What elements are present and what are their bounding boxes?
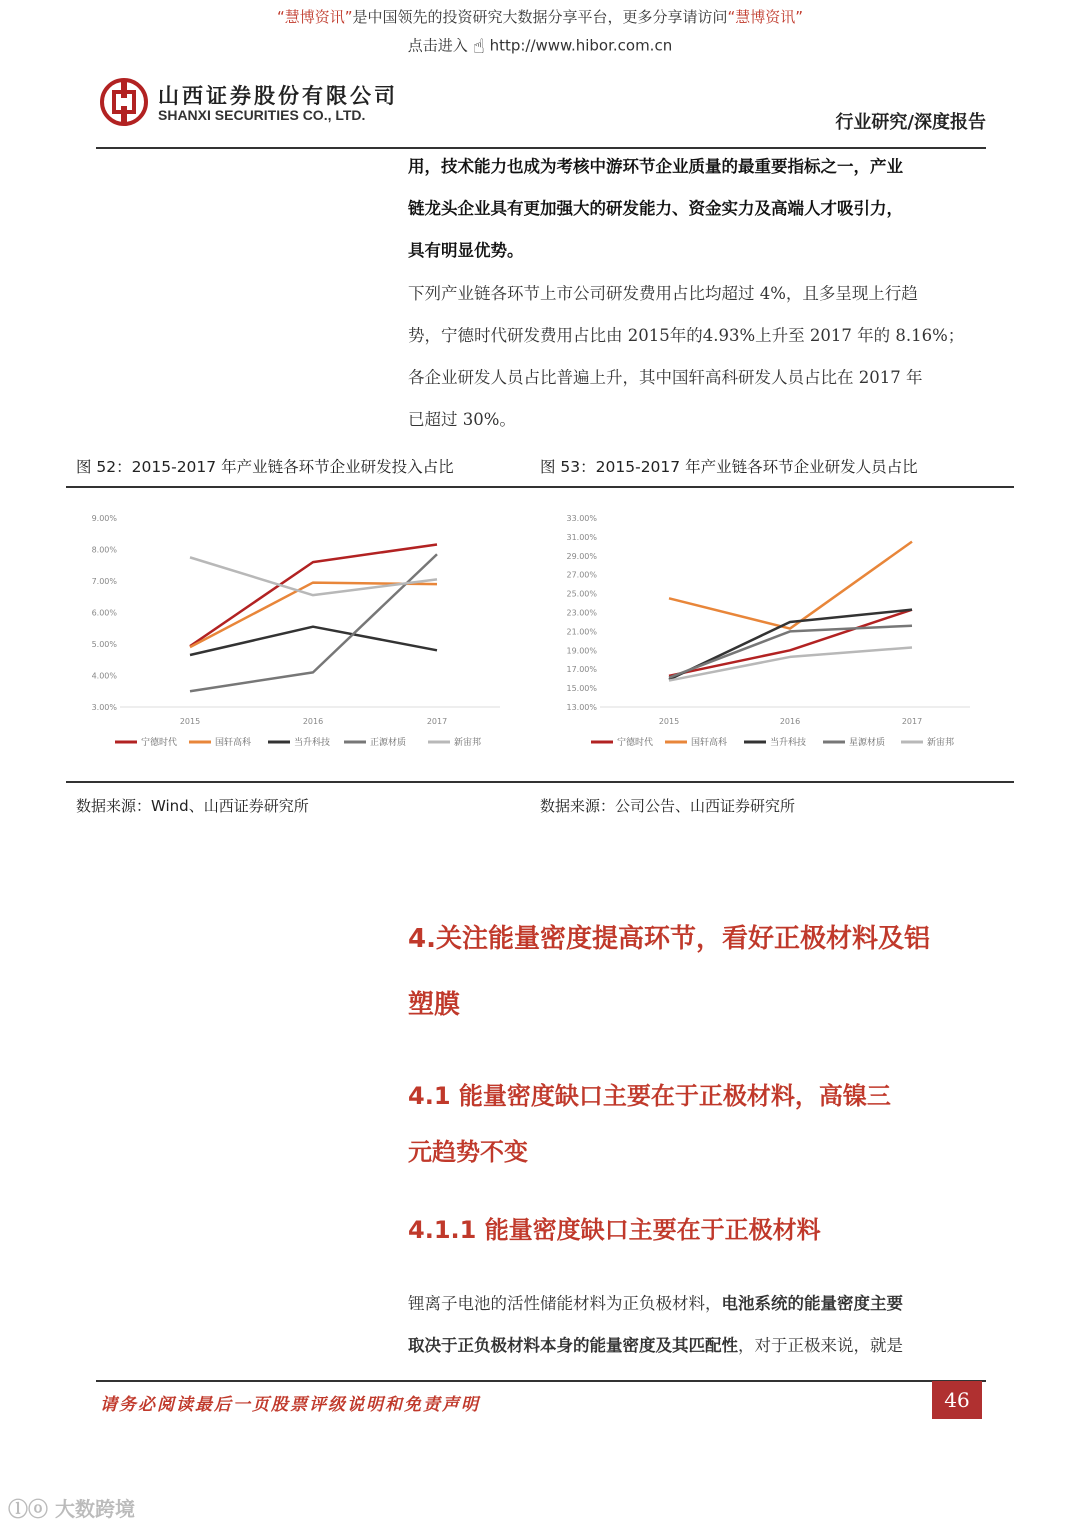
watermark-icon: ⓛⓞ bbox=[8, 1497, 48, 1521]
text-normal: 锂离子电池的活性储能材料为正负极材料， bbox=[408, 1294, 722, 1313]
y-tick-label: 19.00% bbox=[566, 646, 597, 656]
heading-line: 4.1 能量密度缺口主要在于正极材料，高镍三 bbox=[408, 1082, 891, 1110]
text-line: 各企业研发人员占比普遍上升，其中国轩高科研发人员占比在 2017 年 bbox=[408, 368, 923, 387]
y-tick-label: 7.00% bbox=[91, 577, 117, 586]
figure-bottom-divider bbox=[66, 781, 1014, 783]
company-name-en: SHANXI SECURITIES CO., LTD. bbox=[158, 107, 366, 123]
y-tick-label: 21.00% bbox=[566, 627, 597, 637]
text-normal: ，对于正极来说，就是 bbox=[738, 1336, 903, 1355]
y-tick-label: 5.00% bbox=[91, 640, 117, 649]
series-line-0 bbox=[669, 610, 912, 676]
y-tick-label: 33.00% bbox=[566, 514, 597, 523]
x-tick-label: 2015 bbox=[658, 717, 680, 726]
y-tick-label: 27.00% bbox=[566, 570, 597, 580]
legend-label: 当升科技 bbox=[770, 738, 807, 748]
x-tick-label: 2016 bbox=[302, 717, 324, 726]
footer-divider bbox=[96, 1380, 986, 1382]
series-line-1 bbox=[669, 542, 912, 629]
legend-label: 新宙邦 bbox=[927, 738, 955, 748]
banner-brand[interactable]: “慧博资讯” bbox=[276, 8, 353, 26]
legend-label: 国轩高科 bbox=[691, 738, 728, 748]
banner-brand-2[interactable]: “慧博资讯” bbox=[727, 8, 804, 26]
y-tick-label: 9.00% bbox=[91, 514, 117, 523]
disclaimer-note: 请务必阅读最后一页股票评级说明和免责声明 bbox=[100, 1395, 480, 1415]
series-line-3 bbox=[669, 626, 912, 678]
pointer-hand-icon: ☝ bbox=[472, 34, 485, 58]
legend-label: 国轩高科 bbox=[215, 738, 252, 748]
series-line-2 bbox=[190, 627, 437, 655]
fig53-source: 数据来源：公司公告、山西证券研究所 bbox=[540, 797, 796, 815]
text-line: 势，宁德时代研发费用占比由 2015年的4.93%上升至 2017 年的 8.16%； bbox=[408, 326, 965, 345]
legend-label: 宁德时代 bbox=[617, 738, 654, 748]
x-tick-label: 2017 bbox=[426, 717, 448, 726]
y-tick-label: 4.00% bbox=[91, 671, 117, 681]
text-bold: 取决于正负极材料本身的能量密度及其匹配性 bbox=[408, 1336, 738, 1355]
heading-line: 4.关注能量密度提高环节，看好正极材料及铝 bbox=[408, 924, 930, 954]
watermark-text: 大数跨境 bbox=[54, 1497, 135, 1521]
heading-line: 元趋势不变 bbox=[408, 1138, 528, 1166]
text-bold: 电池系统的能量密度主要 bbox=[721, 1294, 903, 1313]
fig53-title: 图 53：2015-2017 年产业链各环节企业研发人员占比 bbox=[540, 458, 918, 476]
banner-text: 是中国领先的投资研究大数据分享平台，更多分享请访问 bbox=[352, 8, 728, 26]
y-tick-label: 31.00% bbox=[566, 532, 597, 542]
x-tick-label: 2017 bbox=[901, 717, 923, 726]
y-tick-label: 15.00% bbox=[566, 684, 597, 694]
bold-line: 具有明显优势。 bbox=[408, 241, 524, 260]
legend-label: 宁德时代 bbox=[141, 738, 178, 748]
y-tick-label: 13.00% bbox=[566, 703, 597, 712]
y-tick-label: 25.00% bbox=[566, 589, 597, 599]
series-line-3 bbox=[190, 554, 437, 691]
banner-url-link[interactable]: http://www.hibor.com.cn bbox=[489, 36, 673, 55]
text-line: 已超过 30%。 bbox=[408, 410, 516, 429]
y-tick-label: 17.00% bbox=[566, 665, 597, 675]
fig52-source: 数据来源：Wind、山西证券研究所 bbox=[76, 797, 309, 815]
company-name-cn: 山西证券股份有限公司 bbox=[158, 84, 398, 108]
legend-label: 新宙邦 bbox=[454, 738, 482, 748]
section-heading-4-1-1: 4.1.1 能量密度缺口主要在于正极材料 bbox=[408, 1216, 821, 1244]
legend-label: 正源材质 bbox=[370, 738, 407, 748]
text-line: 下列产业链各环节上市公司研发费用占比均超过 4%，且多呈现上行趋 bbox=[408, 284, 918, 303]
series-line-1 bbox=[190, 583, 437, 648]
watermark bbox=[8, 1493, 135, 1522]
legend-label: 当升科技 bbox=[294, 738, 331, 748]
x-tick-label: 2015 bbox=[179, 717, 201, 726]
bold-line: 用，技术能力也成为考核中游环节企业质量的最重要指标之一，产业 bbox=[408, 157, 903, 176]
report-type: 行业研究/深度报告 bbox=[835, 112, 986, 133]
y-tick-label: 6.00% bbox=[91, 608, 117, 618]
chart-rd-spend bbox=[92, 514, 500, 748]
y-tick-label: 8.00% bbox=[91, 545, 117, 555]
legend-label: 星源材质 bbox=[849, 738, 886, 748]
fig52-title: 图 52：2015-2017 年产业链各环节企业研发投入占比 bbox=[76, 458, 454, 476]
x-tick-label: 2016 bbox=[779, 717, 801, 726]
chart-rd-staff bbox=[566, 514, 970, 748]
bold-line: 链龙头企业具有更加强大的研发能力、资金实力及高端人才吸引力， bbox=[408, 199, 903, 218]
y-tick-label: 29.00% bbox=[566, 551, 597, 561]
section-heading-4 bbox=[408, 906, 988, 1038]
section-heading-4-1 bbox=[408, 1068, 988, 1180]
page-number: 46 bbox=[932, 1381, 982, 1419]
y-tick-label: 3.00% bbox=[91, 703, 117, 712]
heading-line: 塑膜 bbox=[408, 990, 461, 1020]
y-tick-label: 23.00% bbox=[566, 608, 597, 618]
body-paragraph bbox=[408, 1283, 986, 1367]
banner-prefix: 点击进入 bbox=[407, 36, 468, 55]
